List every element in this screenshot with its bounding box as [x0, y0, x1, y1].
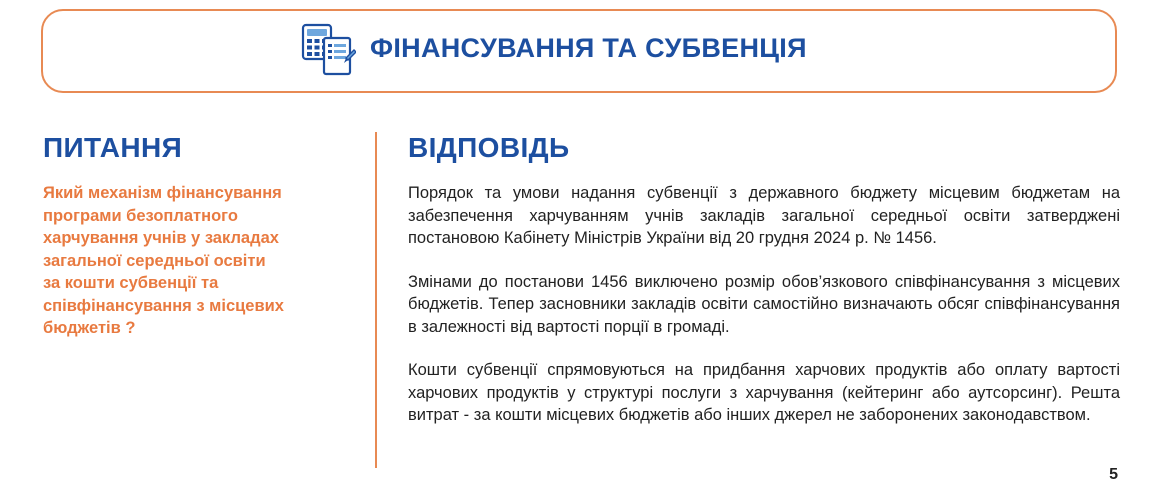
- question-line: програми безоплатного: [43, 206, 238, 225]
- question-column: [43, 130, 353, 340]
- column-divider: [375, 132, 377, 468]
- question-heading: ПИТАННЯ: [43, 132, 183, 163]
- question-line: співфінансування з місцевих: [43, 296, 284, 315]
- answer-text: [408, 182, 1120, 427]
- question-line: загальної середньої освіти: [43, 251, 266, 270]
- answer-paragraph: Порядок та умови надання субвенції з державного бюджету місцевим бюджетам на забезпечення харчуванням учнів закладів загальної середньої освіти затверджені постановою Кабінету Міністрів України від 20 грудня 2024 р. № 1456.: [408, 184, 1120, 247]
- page-number: 5: [1109, 466, 1118, 483]
- question-line: за кошти субвенції та: [43, 274, 219, 292]
- answer-column: [408, 130, 1120, 427]
- answer-paragraph: Кошти субвенції спрямовуються на придбання харчових продуктів або оплату вартості харчових продуктів у структурі послуги з харчування (кейтеринг або аутсорсинг). Решта витрат - за кошти місцевих бюджетів або інших джерел не заборонених законодавством.: [408, 361, 1120, 424]
- section-title: ФІНАНСУВАННЯ ТА СУБВЕНЦІЯ: [370, 33, 807, 63]
- question-line: бюджетів ?: [43, 319, 136, 337]
- question-line: харчування учнів у закладах: [43, 229, 279, 247]
- question-text: [43, 182, 353, 340]
- question-line: Який механізм фінансування: [43, 184, 282, 202]
- answer-paragraph: Змінами до постанови 1456 виключено розмір обов’язкового співфінансування з місцевих бюджетів. Тепер засновники закладів освіти самостійно визначають обсяг співфінансування в залежності від вартості порції в громаді.: [408, 272, 1120, 336]
- calculator-document-icon: [300, 22, 356, 78]
- answer-heading: ВІДПОВІДЬ: [408, 132, 570, 163]
